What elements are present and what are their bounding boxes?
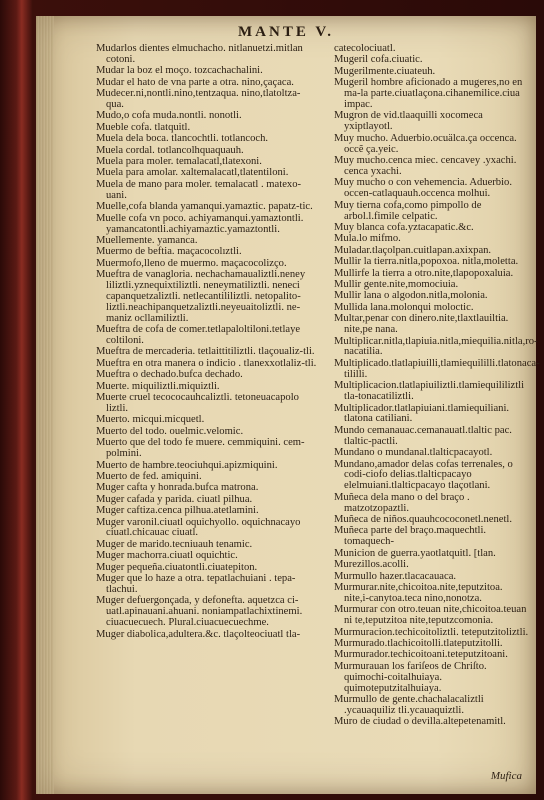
dictionary-entry: Mugeril cofa.ciuatic. [334,54,423,66]
dictionary-entry: Muy tierna cofa,como pimpollo de arbol.l.fimile celpatic. [334,199,482,222]
right-column [334,43,540,729]
dictionary-entry: Muerto de fed. amiquini. [96,470,202,482]
dictionary-entry: Multiplicado.tlatlapiuilli,tlamiequililli.tlatonaca-tililli. [334,357,540,380]
catchword: Mufica [490,770,522,782]
dictionary-entry: Mullir lana o algodon.nitla,molonia. [334,290,488,302]
dictionary-entry: Mudar el hato de vna parte a otra. nino,çaçaca. [96,76,294,88]
dictionary-entry: Murmurador.techicoitoani.teteputzitoani. [334,649,508,661]
dictionary-entry: Mullida lana.molonqui moloctic. [334,301,474,313]
dictionary-entry: Muela cordal. totlancolhquaquauh. [96,144,244,156]
dictionary-entry: Muerto del todo. ouelmic.velomic. [96,425,244,437]
dictionary-entry: Muelle,cofa blanda yamanqui.yamaztic. papatz-tic. [96,201,313,213]
dictionary-entry: Mugeril hombre aficionado a mugeres,no en ma-la parte.ciuatlaçona.cihanemilice.ciua impac. [334,77,523,111]
dictionary-entry: Muela para moler. temalacatl,tlatexoni. [96,156,262,168]
dictionary-entry: Mundano o mundanal.tlalticpacayotl. [334,447,493,459]
dictionary-entry: Muger cafada y parida. ciuatl pilhua. [96,493,253,505]
dictionary-entry: Multiplicar.nitla,tlapiuia.nitla,miequilia.nitla,ro-nacatilia. [334,335,538,358]
dictionary-entry: Muela para amolar. xaltemalacatl,tlatentiloni. [96,167,289,179]
dictionary-entry: Muger diabolica,adultera.&c. tlaçolteociuatl tla- [96,628,301,640]
dictionary-entry: Murezillos.acolli. [334,559,409,571]
book-page [36,16,540,794]
dictionary-entry: Murmullo hazer.tlacacauaca. [334,570,457,582]
dictionary-entry: Muger defuergonçada, y defonefta. aquetzca ci-uatl.apinauani.ahuani. noniampatlachixtinemi. ciuacuecuech. Plural.ciuacuecuechme. [96,595,303,629]
dictionary-entry: Multiplicador.tlatlapiuiani.tlamiequiliani. tlatona catiliani. [334,402,510,425]
dictionary-entry: Mueble cofa. tlatquitl. [96,121,191,133]
dictionary-entry: Mueftra en otra manera o indicio . tlanexxotlaliz-tli. [96,357,317,369]
dictionary-entry: Muy mucho. Aduerbio.ocuälca.ça occenca. occẽ ça.yeic. [334,132,517,155]
left-column [96,44,318,641]
dictionary-entry: Municion de guerra.yaotlatquitl. [tlan. [334,547,496,559]
dictionary-entry: Murmurar con otro.teuan nite,chicoitoa.teuan ni te,teputzitoa nite,teputzcomonia. [334,604,527,627]
dictionary-entry: Muger pequeña.ciuatontli.ciuatepiton. [96,561,258,573]
dictionary-entry: Muela de mano para moler. temalacatl . matexo-uani. [96,178,302,201]
dictionary-entry: Mundano,amador delas cofas terrenales, o codi-ciofo delias.tlalticpacayo elelmuiani.tlalticpacayo tlaçotlani. [334,458,513,492]
dictionary-entry: Muger varonil.ciuatl oquichyollo. oquichnacayo ciuatl.chicauac ciuatl. [96,516,301,539]
dictionary-entry: Multiplicacion.tlatlapiuiliztli.tlamiequililiztli tla-tonacatiliztli. [334,380,525,403]
dictionary-entry: Mullirfe la tierra a otro.nite,tlapopoxaluia. [334,267,514,279]
dictionary-entry: Muerte. miquiliztli.miquiztli. [96,380,220,392]
dictionary-entry: Mudo,o cofa muda.nontli. nonotli. [96,110,242,122]
dictionary-entry: Muellemente. yamanca. [96,234,198,246]
dictionary-entry: Muerto que del todo fe muere. cemmiquini. cem-polmini. [96,437,305,460]
dictionary-entry: Mugron de vid.tlaaquilli xocomeca yxiptlayotl. [334,110,483,133]
dictionary-entry: Muermofo,lleno de muermo. maçacocolizço. [96,257,287,269]
dictionary-entry: Murmuracion.techicoitoliztli. teteputzitoliztli. [334,626,529,638]
dictionary-entry: Muger caftiza.cenca pilhua.atetlamini. [96,505,259,517]
dictionary-entry: Mudar la boz el moço. tozcachachalini. [96,65,263,77]
running-head: MANTE V. [238,24,334,40]
dictionary-entry: Muerto de hambre.teociuhqui.apizmiquini. [96,459,278,471]
dictionary-entry: Murmullo de gente.chachalacaliztli .ycauaquiliz tli.ycauaquiztli. [334,694,484,716]
dictionary-entry: Muro de ciudad o devilla.altepetenamitl. [334,716,506,728]
dictionary-entry: Muger que lo haze a otra. tepatlachuiani . tepa-tlachui. [96,573,296,595]
dictionary-entry: Muermo de beftia. maçacocolıztli. [96,246,242,258]
dictionary-entry: Mueftra de cofa de comer.tetlapaloltiloni.tetlaye coltiloni. [96,324,301,347]
dictionary-entry: Mugerilmente.ciuateuh. [334,65,436,77]
dictionary-entry: Murmurar.nite,chicoitoa.nite,teputzitoa. nite,i-canytoa.teca nino,nonotza. [334,582,503,604]
dictionary-entry: Mueftra de mercaderia. tetlaittitiliztli. tlaçoualiz-tli. [96,346,315,358]
dictionary-entry: Mueftra o dechado.bufca dechado. [96,369,243,381]
dictionary-entry: Muela dela boca. tlancochtli. totlancoch. [96,133,269,145]
dictionary-entry: Mundo cemanauac.cemanauatl.tlaltic pac. tlaltic-pactli. [334,424,512,447]
dictionary-entry: Muladar.tlaçolpan.cuitlapan.axixpan. [334,244,492,256]
dictionary-entry: Muerte cruel tecococauhcaliztli. tetoneuacapolo liztli. [96,392,299,414]
dictionary-entry: Mullir la tierra.nitla,popoxoa. nitla,moletta. [334,256,519,268]
dictionary-entry: Muy mucho.cenca miec. cencavey .yxachi. cenca yxachi. [334,155,517,177]
dictionary-entry: Muger machorra.ciuatl oquichtic. [96,550,238,562]
dictionary-entry: Muñeca dela mano o del braço . matzotzopaztli. [334,491,470,514]
dictionary-entry: Muerto. micqui.micquetl. [96,414,205,426]
dictionary-entry: Muger de marido.tecniuauh tenamic. [96,538,253,550]
dictionary-entry: Muger cafta y honrada.bufca matrona. [96,482,259,494]
dictionary-entry: Mula.lo mifmo. [334,233,401,245]
dictionary-entry: Muy mucho o con vehemencia. Aduerbio. occen-catlaquauh.occenca molhui. [334,177,512,200]
dictionary-entry: Mueftra de vanagloria. nechachamaualiztli.neney liliztli.yznequixtiliztli. neneymatiliztli. neneci capanquetzaliztli. netlecantililiztli. netopalito-liztli.neachipanquetzaliztli.neyeuaitoliztli. ne-maniz ocllamiliztli. [96,269,306,324]
dictionary-entry: Murmurado.tlachicoitolli.tlateputzitolli. [334,638,503,650]
dictionary-entry: catecolociuatl. [334,43,396,54]
dictionary-entry: Mullir gente.nite,momociuia. [334,279,459,291]
dictionary-entry: Muelle cofa vn poco. achiyamanqui.yamaztontli. yamancatontli.achiyamaztic.yamaztontli. [96,212,304,235]
dictionary-entry: Mudecer.ni,nontli.nino,tentzaqua. nino,tlatoltza-qua. [96,88,301,111]
dictionary-entry: Mudarlos dientes elmuchacho. nitlanuetzi.mitlan cotoni. [96,43,303,65]
dictionary-entry: Muñeca de niños.quauhcococonetl.nenetl. [334,514,512,526]
dictionary-entry: Muy blanca cofa.yztacapatic.&c. [334,222,474,233]
page-gutter-edges [36,16,54,794]
dictionary-entry: Muñeca parte del braço.maquechtli. tomaquech- [334,525,487,548]
dictionary-entry: Murmurauan los fariſeos de Chriſto. quimochi-coitalhuiaya. quimoteputzitalhuiaya. [334,660,487,694]
dictionary-entry: Multar,penar con dinero.nite,tlaxtlauiltia. nite,pe nana. [334,313,509,336]
